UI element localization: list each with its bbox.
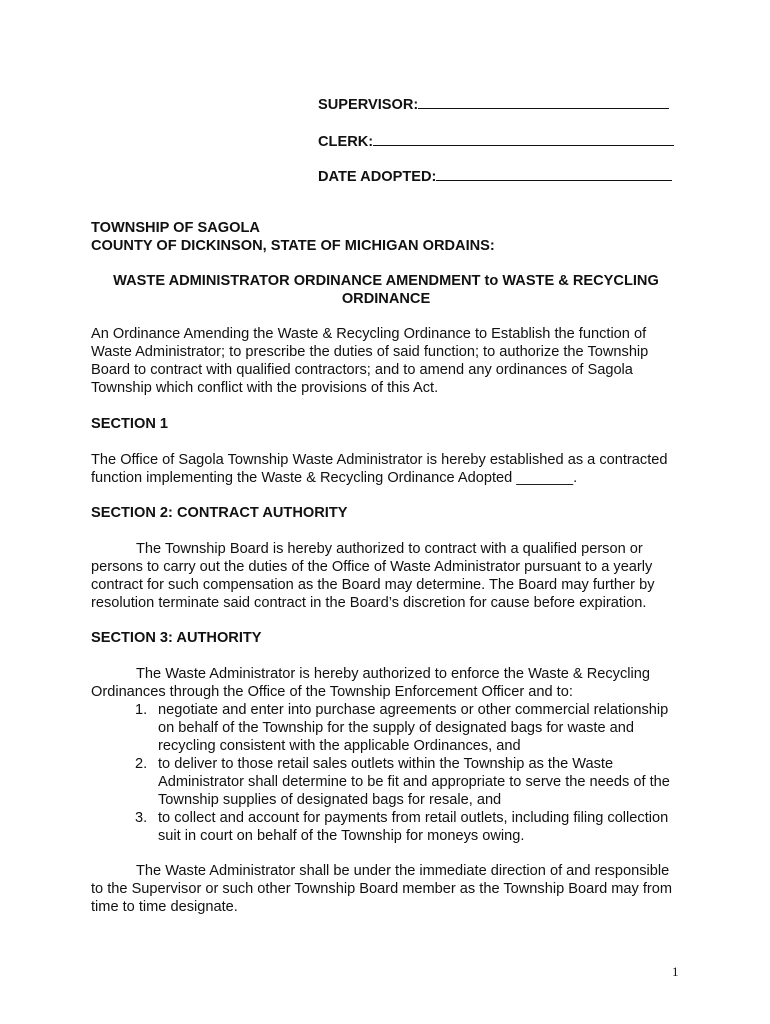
clerk-signature-line [318, 131, 674, 150]
section3-closing: The Waste Administrator shall be under the immediate direction of and responsible to the Supervisor or such other Township Board member as the Township Board may from time to time designate. [91, 863, 673, 915]
list-item-number: 2. [135, 756, 148, 772]
list-item [91, 755, 681, 809]
authority-list [91, 701, 681, 845]
list-item [91, 809, 681, 845]
supervisor-signature-line [318, 94, 669, 113]
list-item-text: negotiate and enter into purchase agreements or other commercial relationship on behalf of the Township for the supply of designated bags for waste and recycling consistent with the applicable Ordinances, and [158, 702, 669, 754]
supervisor-blank [418, 94, 669, 109]
date-adopted-label: DATE ADOPTED: [318, 169, 437, 185]
supervisor-label: SUPERVISOR: [318, 97, 419, 113]
intro-paragraph: An Ordinance Amending the Waste & Recycling Ordinance to Establish the function of Waste Administrator; to prescribe the duties of said function; to authorize the Township Board to contract with qualified contractors; and to amend any ordinances of Sagola Township which conflict with the provisions of this Act. [91, 326, 649, 396]
list-item-text: to deliver to those retail sales outlets within the Township as the Waste Administrator shall determine to be fit and appropriate to serve the needs of the Township supplies of designated bags for resale, and [158, 756, 670, 808]
list-item [91, 701, 681, 755]
section2-heading: SECTION 2: CONTRACT AUTHORITY [91, 505, 348, 521]
clerk-blank [373, 131, 674, 146]
section2-body: The Township Board is hereby authorized to contract with a qualified person or persons to carry out the duties of the Office of Waste Administrator pursuant to a yearly contract for such compensation as the Board may determine. The Board may further by resolution terminate said contract in the Board’s discretion for cause before expiration. [91, 541, 655, 611]
page-number: 1 [672, 964, 679, 979]
county-heading: COUNTY OF DICKINSON, STATE OF MICHIGAN ORDAINS: [91, 238, 495, 254]
list-item-number: 1. [135, 702, 148, 718]
section1-body: The Office of Sagola Township Waste Administrator is hereby established as a contracted function implementing the Waste & Recycling Ordinance Adopted _______. [91, 452, 668, 486]
list-item-text: to collect and account for payments from retail outlets, including filing collection suit in court on behalf of the Township for moneys owing. [158, 810, 669, 844]
township-heading: TOWNSHIP OF SAGOLA [91, 220, 260, 236]
list-item-number: 3. [135, 810, 148, 826]
clerk-label: CLERK: [318, 134, 374, 150]
section1-heading: SECTION 1 [91, 416, 169, 432]
section3-body: The Waste Administrator is hereby authorized to enforce the Waste & Recycling Ordinances through the Office of the Township Enforcement Officer and to: [91, 666, 650, 700]
ordinance-title: WASTE ADMINISTRATOR ORDINANCE AMENDMENT to WASTE & RECYCLING ORDINANCE [113, 273, 659, 307]
section3-heading: SECTION 3: AUTHORITY [91, 630, 262, 646]
date-adopted-blank [436, 166, 672, 181]
date-adopted-line [318, 166, 672, 185]
